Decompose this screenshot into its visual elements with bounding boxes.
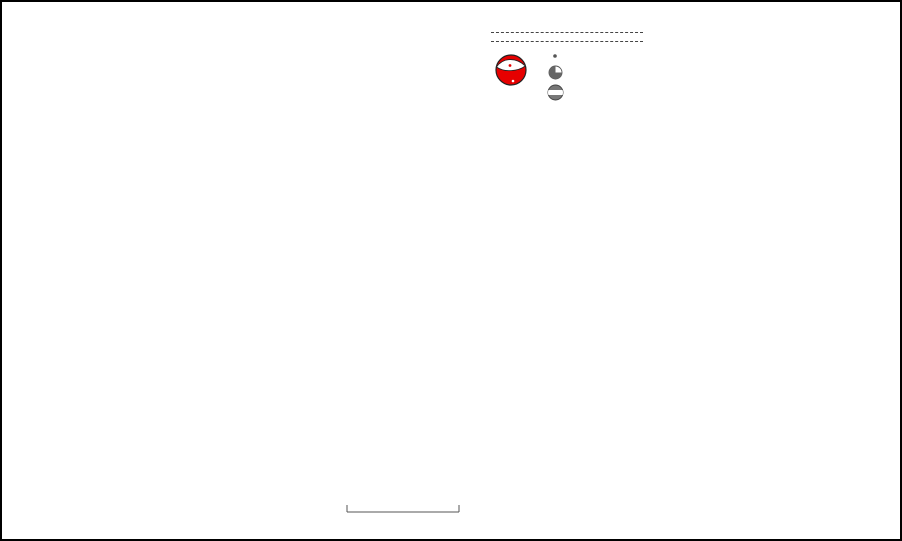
focal-mechanism-beachball-icon <box>491 51 531 91</box>
misfit-legend <box>461 515 466 524</box>
best-fit-solution-panel <box>491 14 651 105</box>
nodal-plane-table <box>491 30 643 43</box>
time-scalebar <box>346 503 460 515</box>
clvd-beachball-icon <box>547 84 564 101</box>
divider <box>491 41 643 43</box>
moment-tensor-components <box>545 51 568 105</box>
dc-beachball-icon <box>548 65 563 80</box>
divider <box>491 32 643 34</box>
iso-dot-icon <box>551 52 559 60</box>
